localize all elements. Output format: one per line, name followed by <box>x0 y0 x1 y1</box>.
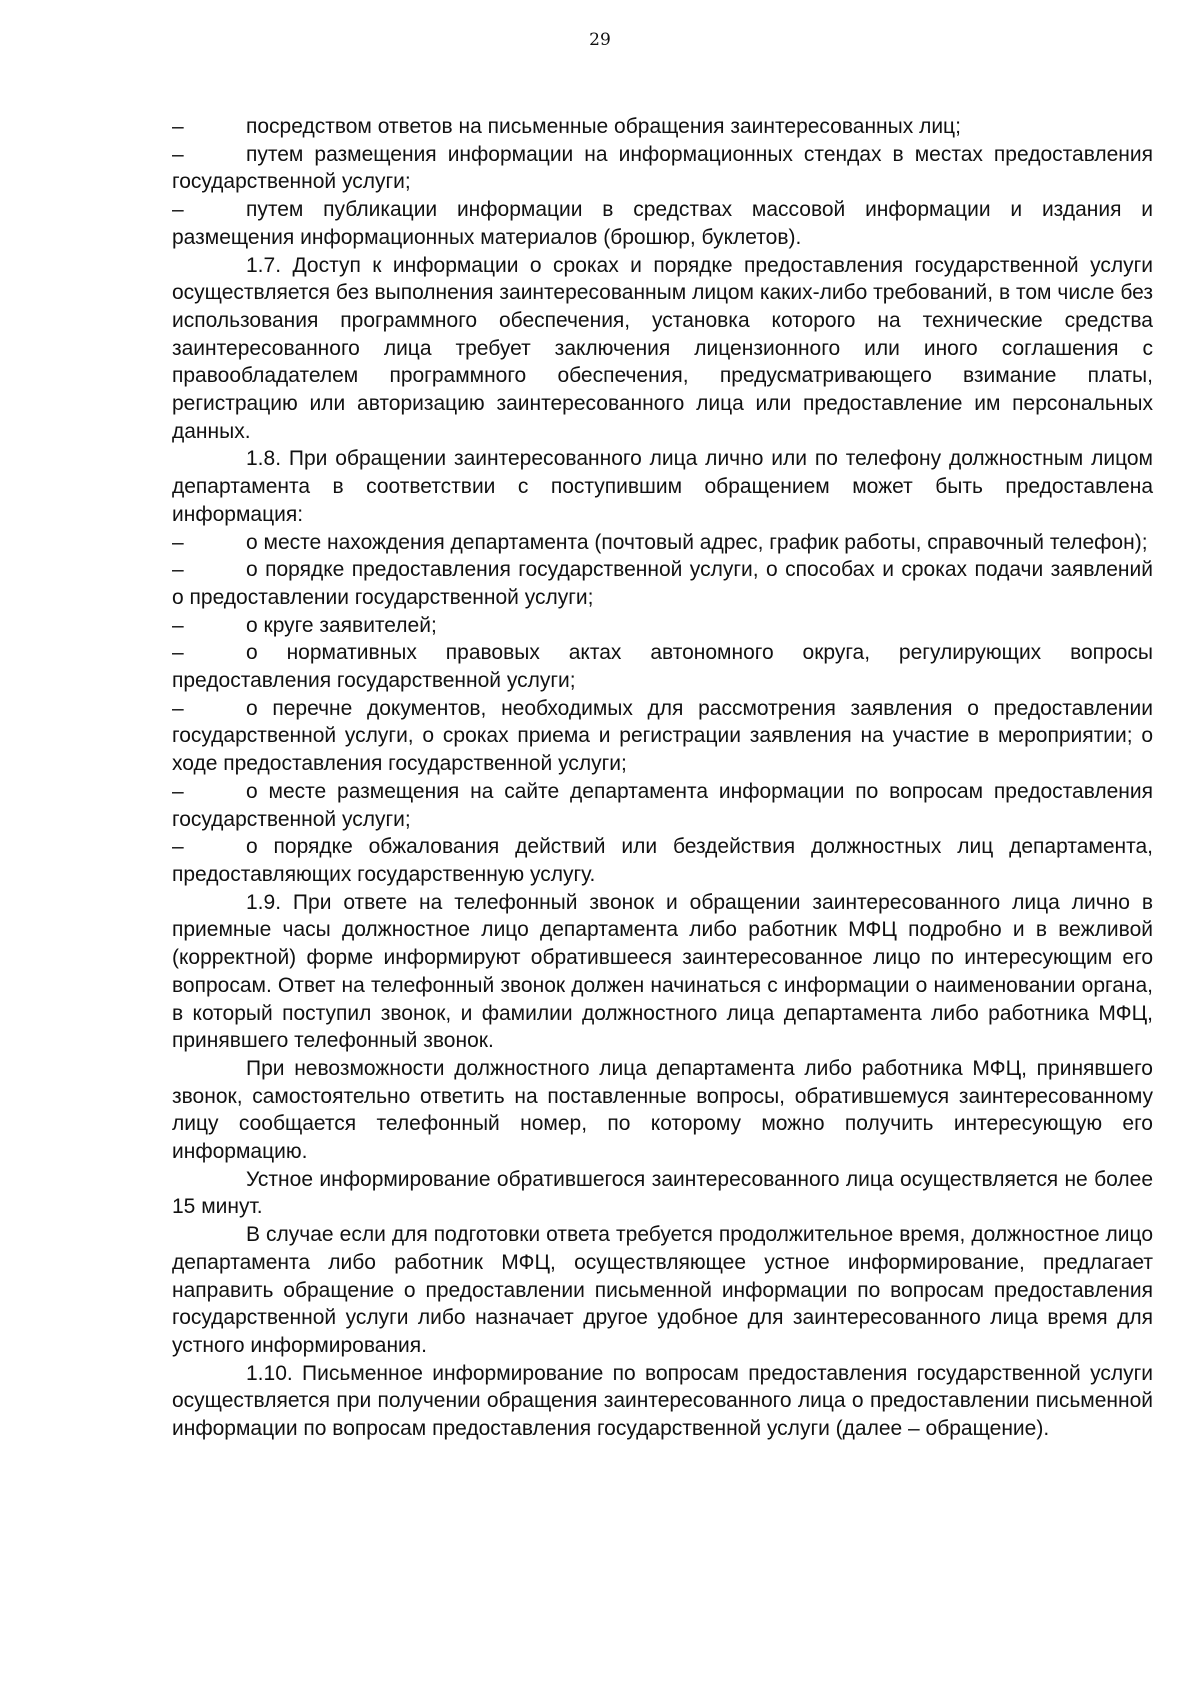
bullet-dash: – <box>172 835 184 859</box>
list-item <box>172 529 1153 557</box>
list-item <box>172 113 1153 141</box>
list-item <box>172 556 1153 611</box>
list-item <box>172 141 1153 196</box>
bullet-dash: – <box>172 142 184 166</box>
bullet-dash: – <box>172 613 184 637</box>
list-item-text: о нормативных правовых актах автономного округа, регулирующих вопросы предоставления государственной услуги; <box>172 641 1153 693</box>
list-item <box>172 196 1153 251</box>
list-item <box>172 778 1153 833</box>
list-item-text: путем размещения информации на информационных стендах в местах предоставления государственной услуги; <box>172 142 1153 194</box>
document-body <box>172 113 1153 1443</box>
paragraph: 1.9. При ответе на телефонный звонок и обращении заинтересованного лица лично в приемные часы должностное лицо департамента либо работник МФЦ подробно и в вежливой (корректной) форме информируют обратившееся заинтересованное лицо по интересующим его вопросам. Ответ на телефонный звонок должен начинаться с информации о наименовании органа, в который поступил звонок, и фамилии должностного лица департамента либо работника МФЦ, принявшего телефонный звонок. <box>172 890 1153 1053</box>
bullet-dash: – <box>172 530 184 554</box>
bullet-dash: – <box>172 641 184 665</box>
list-item <box>172 639 1153 694</box>
list-item-text: о месте нахождения департамента (почтовый адрес, график работы, справочный телефон); <box>246 530 1148 554</box>
paragraph: При невозможности должностного лица департамента либо работника МФЦ, принявшего звонок, самостоятельно ответить на поставленные вопросы, обратившемуся заинтересованному лицу сообщается телефонный номер, по которому можно получить интересующую его информацию. <box>172 1056 1153 1164</box>
list-item-text: посредством ответов на письменные обращения заинтересованных лиц; <box>246 115 961 138</box>
list-item-text: о порядке предоставления государственной услуги, о способах и сроках подачи заявлений о предоставлении государственной услуги; <box>172 558 1153 609</box>
list-item-text: о месте размещения на сайте департамента информации по вопросам предоставления государственной услуги; <box>172 779 1153 831</box>
paragraph: 1.8. При обращении заинтересованного лица лично или по телефону должностным лицом департамента в соответствии с поступившим обращением может быть предоставлена информация: <box>172 447 1153 526</box>
paragraph: 1.10. Письменное информирование по вопросам предоставления государственной услуги осуществляется при получении обращения заинтересованного лица о предоставлении письменной информации по вопросам предоставления государственной услуги (далее – обращение). <box>172 1361 1153 1441</box>
bullet-dash: – <box>172 198 184 222</box>
bullet-dash: – <box>172 558 184 582</box>
list-item <box>172 612 1153 640</box>
page-number: 29 <box>589 30 611 50</box>
list-item-text: путем публикации информации в средствах массовой информации и издания и размещения информационных материалов (брошюр, буклетов). <box>172 198 1153 249</box>
bullet-dash: – <box>172 779 184 803</box>
paragraph: Устное информирование обратившегося заинтересованного лица осуществляется не более 15 минут. <box>172 1167 1153 1219</box>
bullet-dash: – <box>172 696 184 720</box>
list-item-text: о перечне документов, необходимых для рассмотрения заявления о предоставлении государственной услуги, о сроках приема и регистрации заявления на участие в мероприятии; о ходе предоставления государственной услуги; <box>172 696 1153 776</box>
list-item-text: о круге заявителей; <box>246 613 437 637</box>
bullet-dash: – <box>172 115 184 138</box>
list-item-text: о порядке обжалования действий или бездействия должностных лиц департамента, предоставляющих государственную услугу. <box>172 835 1153 886</box>
list-item <box>172 833 1153 888</box>
list-item <box>172 695 1153 778</box>
paragraph: 1.7. Доступ к информации о сроках и порядке предоставления государственной услуги осуществляется без выполнения заинтересованным лицом каких-либо требований, в том числе без использования программного обеспечения, установка которого на технические средства заинтересованного лица требует заключения лицензионного или иного соглашения с правообладателем программного обеспечения, предусматривающего взимание платы, регистрацию или авторизацию заинтересованного лица или предоставление им персональных данных. <box>172 253 1153 443</box>
paragraph: В случае если для подготовки ответа требуется продолжительное время, должностное лицо департамента либо работник МФЦ, осуществляющее устное информирование, предлагает направить обращение о предоставлении письменной информации по вопросам предоставления государственной услуги либо назначает другое удобное для заинтересованного лица время для устного информирования. <box>172 1223 1153 1357</box>
